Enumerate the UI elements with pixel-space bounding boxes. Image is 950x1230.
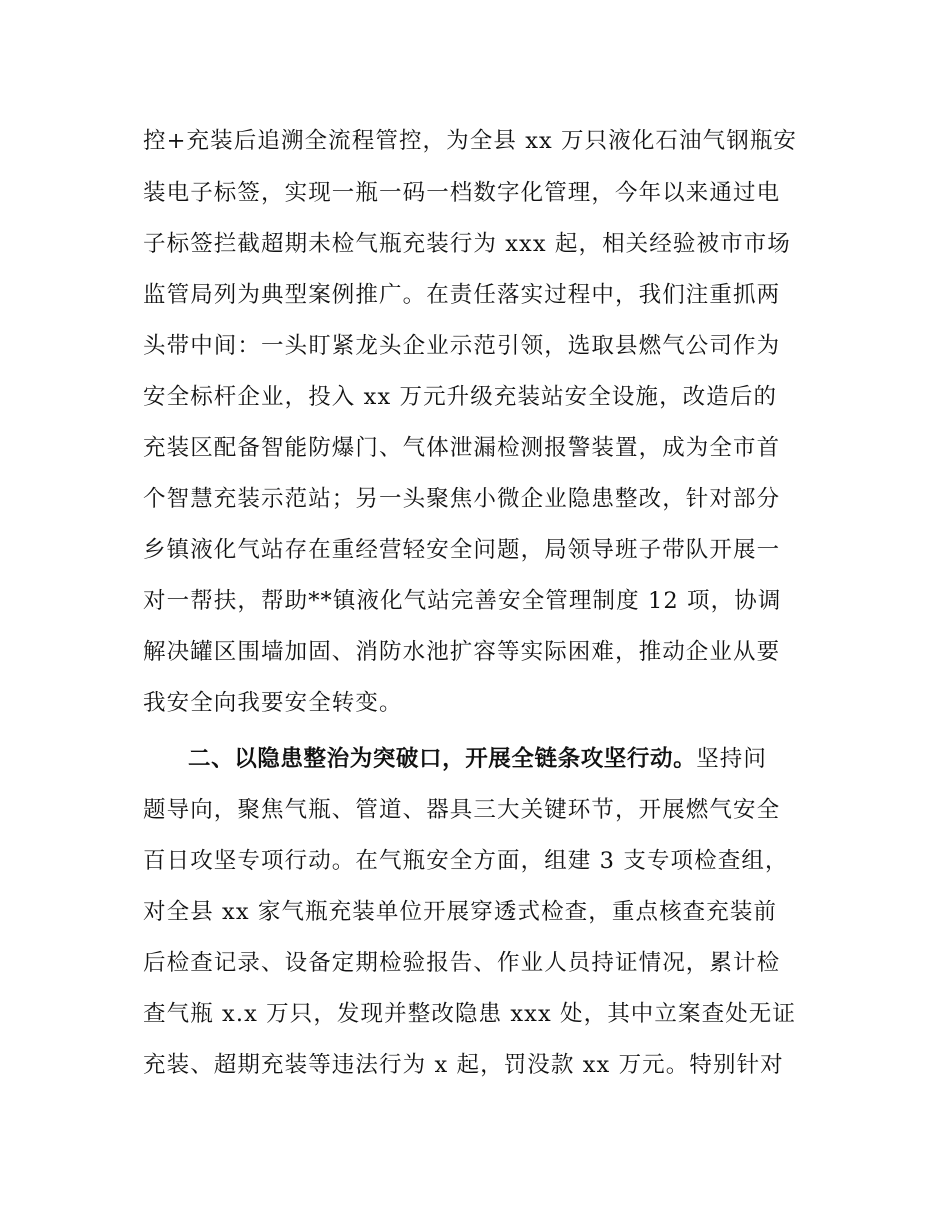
text-line: 监管局列为典型案例推广。在责任落实过程中，我们注重抓两	[143, 282, 781, 308]
text-line: 解决罐区围墙加固、消防水池扩容等实际困难，推动企业从要	[143, 639, 781, 665]
text-line: 充装区配备智能防爆门、气体泄漏检测报警装置，成为全市首	[143, 435, 781, 461]
text-line: 安全标杆企业，投入 xx 万元升级充装站安全设施，改造后的	[143, 384, 778, 410]
text-line: 对一帮扶，帮助**镇液化气站完善安全管理制度 12 项，协调	[143, 588, 782, 614]
text-line: 后检查记录、设备定期检验报告、作业人员持证情况，累计检	[143, 950, 781, 976]
text-line: 充装、超期充装等违法行为 x 起，罚没款 xx 万元。特别针对	[143, 1052, 784, 1078]
text-line: 乡镇液化气站存在重经营轻安全问题，局领导班子带队开展一	[143, 537, 781, 563]
paragraph-first-line	[188, 743, 767, 775]
text-line: 查气瓶 x.x 万只，发现并整改隐患 xxx 处，其中立案查处无证	[143, 1001, 797, 1027]
text-line: 控+充装后追溯全流程管控，为全县 xx 万只液化石油气钢瓶安	[143, 128, 798, 154]
text-line: 百日攻坚专项行动。在气瓶安全方面，组建 3 支专项检查组，	[143, 848, 789, 874]
text-line: 头带中间：一头盯紧龙头企业示范引领，选取县燃气公司作为	[143, 333, 781, 359]
text-line: 题导向，聚焦气瓶、管道、器具三大关键环节，开展燃气安全	[143, 797, 781, 823]
section-heading: 二、以隐患整治为突破口，开展全链条攻坚行动。	[188, 746, 697, 772]
text-segment: 坚持问	[696, 746, 768, 772]
text-line: 个智慧充装示范站；另一头聚焦小微企业隐患整改，针对部分	[143, 486, 781, 512]
text-line: 我安全向我要安全转变。	[143, 690, 403, 716]
text-line: 子标签拦截超期未检气瓶充装行为 xxx 起，相关经验被市市场	[143, 231, 791, 257]
text-line: 装电子标签，实现一瓶一码一档数字化管理，今年以来通过电	[143, 180, 781, 206]
text-line: 对全县 xx 家气瓶充装单位开展穿透式检查，重点核查充装前	[143, 899, 778, 925]
